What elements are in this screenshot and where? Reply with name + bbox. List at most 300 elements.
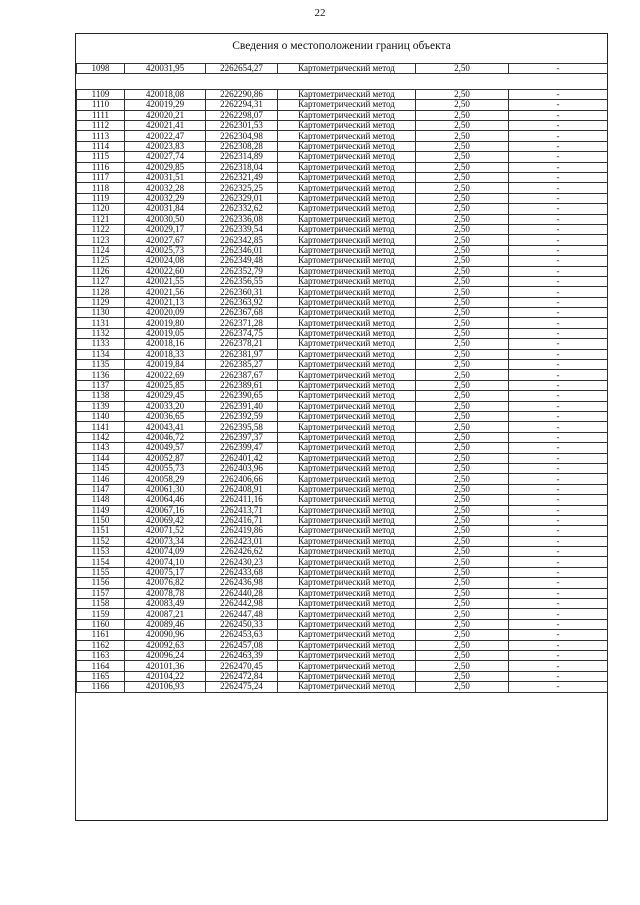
note-cell: - (509, 391, 608, 401)
table-row (77, 131, 608, 141)
point-number-cell: 1113 (77, 131, 125, 141)
method-cell: Картометрический метод (278, 110, 416, 120)
y-coordinate-cell: 2262475,24 (206, 682, 278, 692)
x-coordinate-cell: 420076,82 (125, 578, 206, 588)
method-cell: Картометрический метод (278, 547, 416, 557)
table-row (77, 287, 608, 297)
table-row (77, 276, 608, 286)
note-cell: - (509, 505, 608, 515)
precision-cell: 2,50 (416, 391, 509, 401)
method-cell: Картометрический метод (278, 131, 416, 141)
method-cell: Картометрический метод (278, 308, 416, 318)
point-number-cell: 1109 (77, 89, 125, 99)
note-cell: - (509, 349, 608, 359)
note-cell: - (509, 495, 608, 505)
point-number-cell: 1164 (77, 661, 125, 671)
precision-cell: 2,50 (416, 526, 509, 536)
table-row (77, 661, 608, 671)
point-number-cell: 1163 (77, 650, 125, 660)
x-coordinate-cell: 420029,85 (125, 162, 206, 172)
point-number-cell: 1156 (77, 578, 125, 588)
x-coordinate-cell: 420046,72 (125, 432, 206, 442)
x-coordinate-cell: 420021,55 (125, 276, 206, 286)
x-coordinate-cell: 420036,65 (125, 412, 206, 422)
precision-cell: 2,50 (416, 370, 509, 380)
point-number-cell: 1142 (77, 432, 125, 442)
table-row (77, 682, 608, 692)
precision-cell: 2,50 (416, 484, 509, 494)
method-cell: Картометрический метод (278, 661, 416, 671)
precision-cell: 2,50 (416, 412, 509, 422)
point-number-cell: 1130 (77, 308, 125, 318)
x-coordinate-cell: 420021,41 (125, 121, 206, 131)
table-row (77, 89, 608, 99)
precision-cell: 2,50 (416, 224, 509, 234)
method-cell: Картометрический метод (278, 453, 416, 463)
y-coordinate-cell: 2262450,33 (206, 619, 278, 629)
x-coordinate-cell: 420075,17 (125, 567, 206, 577)
y-coordinate-cell: 2262352,79 (206, 266, 278, 276)
method-cell: Картометрический метод (278, 640, 416, 650)
point-number-cell: 1154 (77, 557, 125, 567)
note-cell: - (509, 619, 608, 629)
x-coordinate-cell: 420018,33 (125, 349, 206, 359)
point-number-cell: 1155 (77, 567, 125, 577)
table-row (77, 588, 608, 598)
precision-cell: 2,50 (416, 287, 509, 297)
y-coordinate-cell: 2262463,39 (206, 650, 278, 660)
y-coordinate-cell: 2262321,49 (206, 173, 278, 183)
note-cell: - (509, 256, 608, 266)
x-coordinate-cell: 420019,84 (125, 360, 206, 370)
note-cell: - (509, 193, 608, 203)
note-cell: - (509, 308, 608, 318)
method-cell: Картометрический метод (278, 235, 416, 245)
table-row (77, 235, 608, 245)
table-row (77, 557, 608, 567)
y-coordinate-cell: 2262290,86 (206, 89, 278, 99)
method-cell: Картометрический метод (278, 370, 416, 380)
x-coordinate-cell: 420018,16 (125, 339, 206, 349)
table-row (77, 484, 608, 494)
point-number-cell: 1138 (77, 391, 125, 401)
precision-cell: 2,50 (416, 567, 509, 577)
note-cell: - (509, 463, 608, 473)
precision-cell: 2,50 (416, 557, 509, 567)
note-cell: - (509, 422, 608, 432)
precision-cell: 2,50 (416, 141, 509, 151)
note-cell: - (509, 588, 608, 598)
y-coordinate-cell: 2262408,91 (206, 484, 278, 494)
precision-cell: 2,50 (416, 64, 509, 74)
precision-cell: 2,50 (416, 152, 509, 162)
point-number-cell: 1127 (77, 276, 125, 286)
note-cell: - (509, 152, 608, 162)
method-cell: Картометрический метод (278, 588, 416, 598)
table-row (77, 567, 608, 577)
x-coordinate-cell: 420025,73 (125, 245, 206, 255)
coordinates-table (76, 63, 608, 693)
note-cell: - (509, 370, 608, 380)
precision-cell: 2,50 (416, 640, 509, 650)
table-row (77, 578, 608, 588)
precision-cell: 2,50 (416, 349, 509, 359)
point-number-cell: 1139 (77, 401, 125, 411)
table-row (77, 495, 608, 505)
point-number-cell: 1132 (77, 328, 125, 338)
y-coordinate-cell: 2262413,71 (206, 505, 278, 515)
y-coordinate-cell: 2262304,98 (206, 131, 278, 141)
note-cell: - (509, 204, 608, 214)
precision-cell: 2,50 (416, 328, 509, 338)
table-row (77, 141, 608, 151)
note-cell: - (509, 474, 608, 484)
x-coordinate-cell: 420024,08 (125, 256, 206, 266)
method-cell: Картометрический метод (278, 609, 416, 619)
note-cell: - (509, 578, 608, 588)
table-row (77, 173, 608, 183)
precision-cell: 2,50 (416, 131, 509, 141)
table-row (77, 64, 608, 74)
x-coordinate-cell: 420020,09 (125, 308, 206, 318)
method-cell: Картометрический метод (278, 650, 416, 660)
point-number-cell: 1143 (77, 443, 125, 453)
point-number-cell: 1148 (77, 495, 125, 505)
precision-cell: 2,50 (416, 401, 509, 411)
method-cell: Картометрический метод (278, 339, 416, 349)
y-coordinate-cell: 2262403,96 (206, 463, 278, 473)
x-coordinate-cell: 420064,46 (125, 495, 206, 505)
note-cell: - (509, 318, 608, 328)
point-number-cell: 1120 (77, 204, 125, 214)
x-coordinate-cell: 420031,84 (125, 204, 206, 214)
y-coordinate-cell: 2262371,28 (206, 318, 278, 328)
method-cell: Картометрический метод (278, 463, 416, 473)
note-cell: - (509, 484, 608, 494)
note-cell: - (509, 515, 608, 525)
y-coordinate-cell: 2262457,08 (206, 640, 278, 650)
precision-cell: 2,50 (416, 204, 509, 214)
point-number-cell: 1160 (77, 619, 125, 629)
x-coordinate-cell: 420092,63 (125, 640, 206, 650)
note-cell: - (509, 224, 608, 234)
point-number-cell: 1137 (77, 380, 125, 390)
x-coordinate-cell: 420074,10 (125, 557, 206, 567)
point-number-cell: 1118 (77, 183, 125, 193)
table-row (77, 183, 608, 193)
table-row (77, 547, 608, 557)
x-coordinate-cell: 420052,87 (125, 453, 206, 463)
point-number-cell: 1126 (77, 266, 125, 276)
precision-cell: 2,50 (416, 297, 509, 307)
point-number-cell: 1117 (77, 173, 125, 183)
method-cell: Картометрический метод (278, 287, 416, 297)
precision-cell: 2,50 (416, 318, 509, 328)
table-title: Сведения о местоположении границ объекта (232, 40, 451, 52)
y-coordinate-cell: 2262298,07 (206, 110, 278, 120)
table-row (77, 349, 608, 359)
note-cell: - (509, 131, 608, 141)
method-cell: Картометрический метод (278, 245, 416, 255)
method-cell: Картометрический метод (278, 266, 416, 276)
point-number-cell: 1166 (77, 682, 125, 692)
note-cell: - (509, 443, 608, 453)
note-cell: - (509, 650, 608, 660)
table-row (77, 599, 608, 609)
x-coordinate-cell: 420023,83 (125, 141, 206, 151)
note-cell: - (509, 630, 608, 640)
y-coordinate-cell: 2262339,54 (206, 224, 278, 234)
y-coordinate-cell: 2262294,31 (206, 100, 278, 110)
y-coordinate-cell: 2262346,01 (206, 245, 278, 255)
x-coordinate-cell: 420018,08 (125, 89, 206, 99)
point-number-cell: 1121 (77, 214, 125, 224)
precision-cell: 2,50 (416, 505, 509, 515)
x-coordinate-cell: 420032,28 (125, 183, 206, 193)
y-coordinate-cell: 2262442,98 (206, 599, 278, 609)
table-row (77, 266, 608, 276)
table-row (77, 453, 608, 463)
method-cell: Картометрический метод (278, 682, 416, 692)
note-cell: - (509, 557, 608, 567)
precision-cell: 2,50 (416, 380, 509, 390)
y-coordinate-cell: 2262356,55 (206, 276, 278, 286)
y-coordinate-cell: 2262378,21 (206, 339, 278, 349)
precision-cell: 2,50 (416, 339, 509, 349)
table-row (77, 224, 608, 234)
x-coordinate-cell: 420078,78 (125, 588, 206, 598)
table-row (77, 536, 608, 546)
x-coordinate-cell: 420022,60 (125, 266, 206, 276)
y-coordinate-cell: 2262406,66 (206, 474, 278, 484)
method-cell: Картометрический метод (278, 422, 416, 432)
x-coordinate-cell: 420025,85 (125, 380, 206, 390)
y-coordinate-cell: 2262470,45 (206, 661, 278, 671)
x-coordinate-cell: 420073,34 (125, 536, 206, 546)
method-cell: Картометрический метод (278, 505, 416, 515)
point-number-cell: 1136 (77, 370, 125, 380)
table-row (77, 193, 608, 203)
method-cell: Картометрический метод (278, 349, 416, 359)
gap-cell (77, 74, 608, 90)
note-cell: - (509, 453, 608, 463)
note-cell: - (509, 276, 608, 286)
method-cell: Картометрический метод (278, 526, 416, 536)
note-cell: - (509, 266, 608, 276)
x-coordinate-cell: 420083,49 (125, 599, 206, 609)
point-number-cell: 1158 (77, 599, 125, 609)
point-number-cell: 1141 (77, 422, 125, 432)
point-number-cell: 1149 (77, 505, 125, 515)
y-coordinate-cell: 2262332,62 (206, 204, 278, 214)
method-cell: Картометрический метод (278, 630, 416, 640)
note-cell: - (509, 100, 608, 110)
note-cell: - (509, 245, 608, 255)
point-number-cell: 1124 (77, 245, 125, 255)
y-coordinate-cell: 2262389,61 (206, 380, 278, 390)
x-coordinate-cell: 420049,57 (125, 443, 206, 453)
x-coordinate-cell: 420101,36 (125, 661, 206, 671)
note-cell: - (509, 661, 608, 671)
table-row (77, 152, 608, 162)
precision-cell: 2,50 (416, 173, 509, 183)
precision-cell: 2,50 (416, 256, 509, 266)
note-cell: - (509, 141, 608, 151)
x-coordinate-cell: 420020,21 (125, 110, 206, 120)
note-cell: - (509, 547, 608, 557)
point-number-cell: 1122 (77, 224, 125, 234)
point-number-cell: 1133 (77, 339, 125, 349)
table-row (77, 443, 608, 453)
x-coordinate-cell: 420074,09 (125, 547, 206, 557)
x-coordinate-cell: 420096,24 (125, 650, 206, 660)
y-coordinate-cell: 2262401,42 (206, 453, 278, 463)
table-row-gap (77, 74, 608, 90)
precision-cell: 2,50 (416, 463, 509, 473)
y-coordinate-cell: 2262392,59 (206, 412, 278, 422)
y-coordinate-cell: 2262374,75 (206, 328, 278, 338)
y-coordinate-cell: 2262453,63 (206, 630, 278, 640)
table-row (77, 630, 608, 640)
table-row (77, 245, 608, 255)
note-cell: - (509, 609, 608, 619)
point-number-cell: 1112 (77, 121, 125, 131)
y-coordinate-cell: 2262367,68 (206, 308, 278, 318)
precision-cell: 2,50 (416, 162, 509, 172)
note-cell: - (509, 599, 608, 609)
table-row (77, 110, 608, 120)
page-number: 22 (314, 7, 326, 19)
precision-cell: 2,50 (416, 422, 509, 432)
precision-cell: 2,50 (416, 515, 509, 525)
precision-cell: 2,50 (416, 443, 509, 453)
table-row (77, 121, 608, 131)
x-coordinate-cell: 420029,45 (125, 391, 206, 401)
method-cell: Картометрический метод (278, 173, 416, 183)
point-number-cell: 1114 (77, 141, 125, 151)
precision-cell: 2,50 (416, 183, 509, 193)
y-coordinate-cell: 2262472,84 (206, 671, 278, 681)
point-number-cell: 1140 (77, 412, 125, 422)
method-cell: Картометрический метод (278, 495, 416, 505)
precision-cell: 2,50 (416, 474, 509, 484)
x-coordinate-cell: 420087,21 (125, 609, 206, 619)
table-row (77, 370, 608, 380)
precision-cell: 2,50 (416, 245, 509, 255)
note-cell: - (509, 682, 608, 692)
point-number-cell: 1165 (77, 671, 125, 681)
y-coordinate-cell: 2262318,04 (206, 162, 278, 172)
method-cell: Картометрический метод (278, 567, 416, 577)
x-coordinate-cell: 420019,29 (125, 100, 206, 110)
y-coordinate-cell: 2262419,86 (206, 526, 278, 536)
table-row (77, 640, 608, 650)
table-row (77, 412, 608, 422)
table-row (77, 256, 608, 266)
method-cell: Картометрический метод (278, 141, 416, 151)
y-coordinate-cell: 2262342,85 (206, 235, 278, 245)
table-row (77, 360, 608, 370)
y-coordinate-cell: 2262416,71 (206, 515, 278, 525)
table-row (77, 162, 608, 172)
note-cell: - (509, 110, 608, 120)
point-number-cell: 1147 (77, 484, 125, 494)
point-number-cell: 1145 (77, 463, 125, 473)
point-number-cell: 1159 (77, 609, 125, 619)
method-cell: Картометрический метод (278, 360, 416, 370)
table-row (77, 619, 608, 629)
x-coordinate-cell: 420089,46 (125, 619, 206, 629)
note-cell: - (509, 121, 608, 131)
y-coordinate-cell: 2262308,28 (206, 141, 278, 151)
y-coordinate-cell: 2262329,01 (206, 193, 278, 203)
point-number-cell: 1116 (77, 162, 125, 172)
precision-cell: 2,50 (416, 121, 509, 131)
note-cell: - (509, 297, 608, 307)
method-cell: Картометрический метод (278, 474, 416, 484)
y-coordinate-cell: 2262349,48 (206, 256, 278, 266)
note-cell: - (509, 64, 608, 74)
method-cell: Картометрический метод (278, 484, 416, 494)
table-row (77, 204, 608, 214)
point-number-cell: 1152 (77, 536, 125, 546)
y-coordinate-cell: 2262411,16 (206, 495, 278, 505)
table-row (77, 328, 608, 338)
note-cell: - (509, 536, 608, 546)
table-row (77, 308, 608, 318)
table-row (77, 609, 608, 619)
x-coordinate-cell: 420058,29 (125, 474, 206, 484)
x-coordinate-cell: 420019,80 (125, 318, 206, 328)
note-cell: - (509, 567, 608, 577)
y-coordinate-cell: 2262399,47 (206, 443, 278, 453)
point-number-cell: 1153 (77, 547, 125, 557)
method-cell: Картометрический метод (278, 121, 416, 131)
precision-cell: 2,50 (416, 650, 509, 660)
x-coordinate-cell: 420090,96 (125, 630, 206, 640)
note-cell: - (509, 89, 608, 99)
y-coordinate-cell: 2262314,89 (206, 152, 278, 162)
method-cell: Картометрический метод (278, 619, 416, 629)
method-cell: Картометрический метод (278, 557, 416, 567)
point-number-cell: 1123 (77, 235, 125, 245)
point-number-cell: 1125 (77, 256, 125, 266)
method-cell: Картометрический метод (278, 412, 416, 422)
x-coordinate-cell: 420027,74 (125, 152, 206, 162)
y-coordinate-cell: 2262433,68 (206, 567, 278, 577)
precision-cell: 2,50 (416, 214, 509, 224)
method-cell: Картометрический метод (278, 318, 416, 328)
y-coordinate-cell: 2262426,62 (206, 547, 278, 557)
point-number-cell: 1162 (77, 640, 125, 650)
precision-cell: 2,50 (416, 110, 509, 120)
y-coordinate-cell: 2262447,48 (206, 609, 278, 619)
precision-cell: 2,50 (416, 100, 509, 110)
precision-cell: 2,50 (416, 536, 509, 546)
method-cell: Картометрический метод (278, 391, 416, 401)
x-coordinate-cell: 420021,56 (125, 287, 206, 297)
y-coordinate-cell: 2262381,97 (206, 349, 278, 359)
point-number-cell: 1144 (77, 453, 125, 463)
point-number-cell: 1151 (77, 526, 125, 536)
method-cell: Картометрический метод (278, 152, 416, 162)
table-row (77, 650, 608, 660)
precision-cell: 2,50 (416, 308, 509, 318)
x-coordinate-cell: 420104,22 (125, 671, 206, 681)
point-number-cell: 1115 (77, 152, 125, 162)
precision-cell: 2,50 (416, 89, 509, 99)
x-coordinate-cell: 420029,17 (125, 224, 206, 234)
